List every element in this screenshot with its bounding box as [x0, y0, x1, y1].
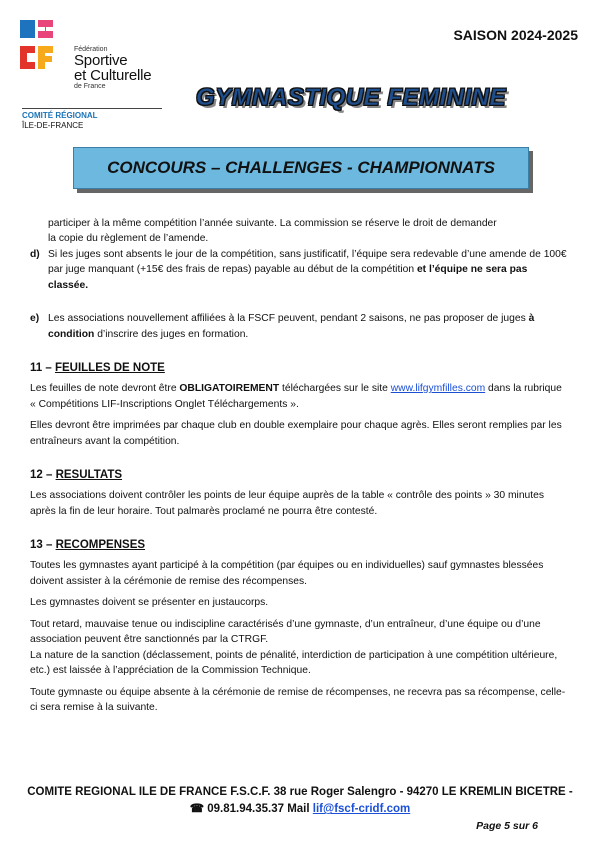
section-11-title: FEUILLES DE NOTE	[54, 362, 165, 375]
region-label: ÎLE-DE-FRANCE	[22, 121, 84, 130]
s11-text-c: dans la rubrique « Compétitions LIF-Inscriptions Onglet Téléchargements ».	[30, 383, 562, 410]
footer-mail-link[interactable]: lif@fscf-cridf.com	[312, 803, 411, 816]
section-11-p1	[30, 381, 570, 412]
org-small-top: Fédération	[74, 46, 108, 53]
banner-text: CONCOURS – CHALLENGES - CHAMPIONNATS	[107, 158, 495, 177]
section-13-p1: Toutes les gymnastes ayant participé à la compétition (par équipes ou en individuelles) sauf gymnastes blessées doivent assister à la cérémonie de remise des récompenses.	[30, 560, 544, 587]
section-13-p4: La nature de la sanction (déclassement, points de pénalité, interdiction de participation à une compétition ultérieure, etc.) est laissée à l’appréciation de la Commission Technique.	[30, 649, 558, 677]
org-line2: et Culturelle	[74, 67, 152, 84]
item-d-bold: et l’équipe ne sera pas classée.	[48, 264, 528, 291]
section-11-heading	[30, 360, 570, 377]
section-banner	[73, 147, 529, 189]
intro-line1: participer à la même compétition l’année suivante. La commission se réserve le droit de demander	[48, 218, 497, 229]
item-e	[30, 311, 570, 342]
comite-label: COMITÉ RÉGIONAL	[22, 111, 98, 120]
section-13-p2: Les gymnastes doivent se présenter en justaucorps.	[30, 597, 269, 609]
section-11-number: 11 –	[30, 362, 55, 375]
item-e-text-end: d’inscrire des juges en formation.	[94, 328, 249, 340]
fscf-logo-mark	[18, 16, 58, 106]
intro-line2: la copie du règlement de l’amende.	[48, 233, 209, 245]
item-d-text: Si les juges sont absents le jour de la compétition, sans justificatif, l’équipe sera redevable d’une amende de 100€ par juge manquant (+15€ des frais de repas) payable au début de la compétition	[48, 248, 567, 276]
org-small-bottom: de France	[74, 83, 106, 90]
s11-text-b: téléchargées sur le site	[279, 383, 391, 395]
footer-address: COMITE REGIONAL ILE DE FRANCE F.S.C.F. 38 rue Roger Salengro - 94270 LE KREMLIN BICETRE -	[27, 786, 573, 798]
section-13-p5: Toute gymnaste ou équipe absente à la cérémonie de remise de récompenses, ne recevra pas sa récompense, celle-ci sera remise à la suivante.	[30, 686, 566, 713]
item-e-label: e)	[30, 313, 40, 325]
section-11-p2: Elles devront être imprimées par chaque club en double exemplaire pour chaque agrès. Elles seront remplies par les entraîneurs avant la compétition.	[30, 420, 562, 447]
intro-paragraph	[30, 216, 570, 247]
page-footer	[0, 784, 600, 819]
section-13-title: RECOMPENSES	[55, 539, 146, 552]
section-13-number: 13 –	[30, 539, 56, 552]
s11-text-a: Les feuilles de note devront être	[30, 383, 180, 395]
footer-contact	[0, 801, 600, 818]
section-12-title: RESULTATS	[55, 469, 123, 482]
item-e-text: Les associations nouvellement affiliées à la FSCF peuvent, pendant 2 saisons, ne pas proposer de juges	[48, 313, 529, 325]
phone-icon: ☎	[189, 803, 205, 816]
s11-bold: OBLIGATOIREMENT	[179, 383, 280, 395]
section-12-heading	[30, 467, 570, 484]
section-12-p1: Les associations doivent contrôler les points de leur équipe auprès de la table « contrôle des points » 30 minutes après la fin de leur horaire. Tout palmarès proclamé ne pourra être contesté.	[30, 490, 545, 517]
section-13-p3: Tout retard, mauvaise tenue ou indiscipline caractérisés d’une gymnaste, d’un entraîneur, d’une équipe ou d’une association peuvent être sanctionnés par la CTRGF.	[30, 618, 541, 646]
site-link[interactable]: www.lifgymfilles.com	[390, 383, 486, 395]
org-line1: Sportive	[74, 52, 128, 69]
section-12-number: 12 –	[30, 469, 56, 482]
item-d	[30, 247, 570, 293]
page-number: Page 5 sur 6	[476, 820, 538, 832]
footer-phone: 09.81.94.35.37 Mail	[204, 803, 313, 816]
section-13-heading	[30, 537, 570, 554]
item-d-label: d)	[30, 248, 40, 260]
document-body	[30, 216, 570, 715]
logo-divider	[22, 108, 162, 109]
main-title: GYMNASTIQUE FEMININE	[196, 84, 507, 111]
org-name	[74, 46, 184, 90]
item-e-bold: à condition	[48, 313, 535, 340]
season-label: SAISON 2024-2025	[453, 27, 578, 43]
